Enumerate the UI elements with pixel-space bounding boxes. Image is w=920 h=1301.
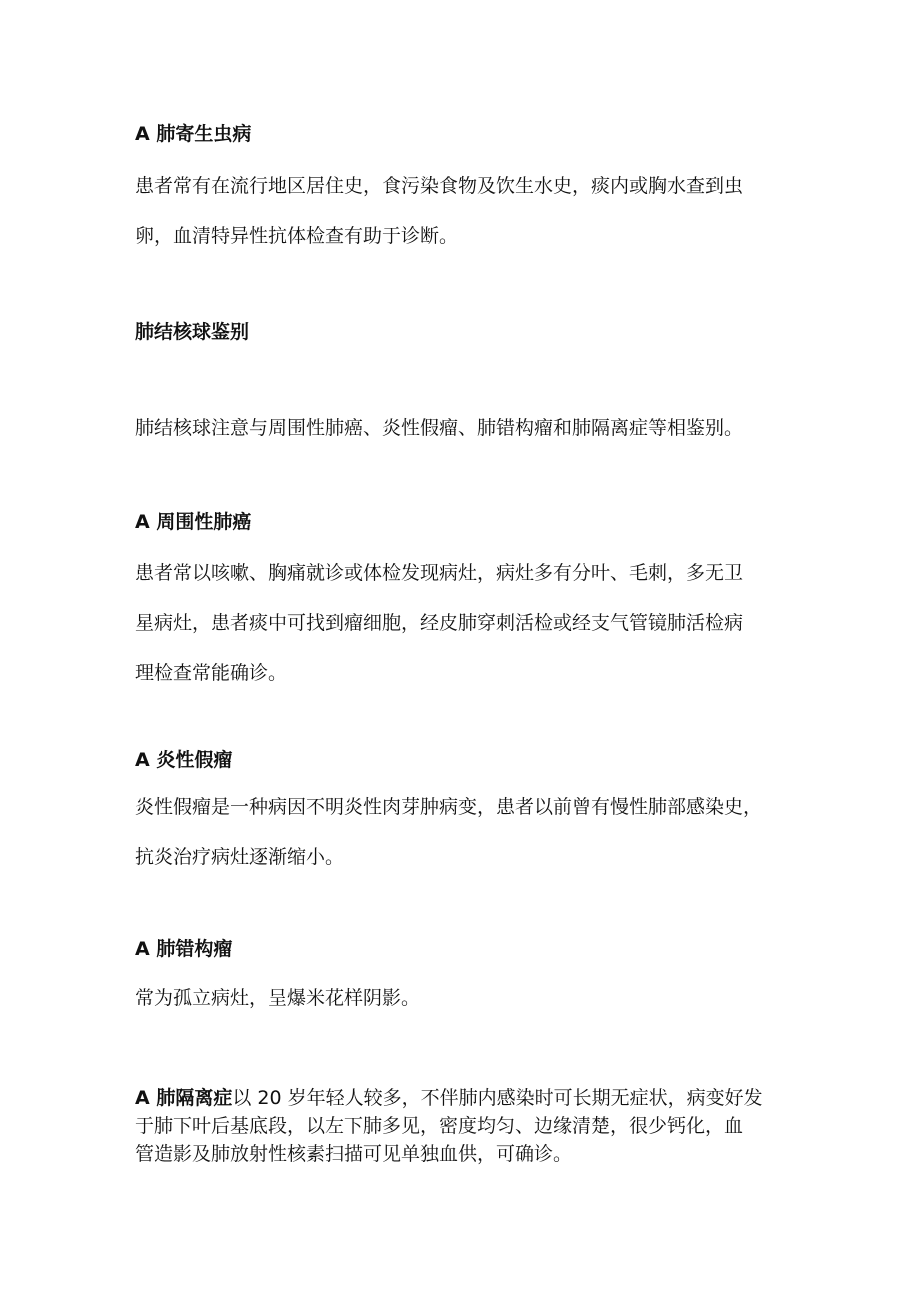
heading-pseudotumor: A 炎性假瘤 <box>135 749 233 771</box>
paragraph-line: 患者常有在流行地区居住史，食污染食物及饮生水史，痰内或胸水查到虫 <box>135 175 744 197</box>
heading-sequestration: A 肺隔离症 <box>135 1087 233 1109</box>
heading-hamartoma: A 肺错构瘤 <box>135 938 233 960</box>
section-intro <box>135 403 795 453</box>
paragraph-line: 肺结核球注意与周围性肺癌、炎性假瘤、肺错构瘤和肺隔离症等相鉴别。 <box>135 417 744 439</box>
paragraph-parasite <box>135 161 795 261</box>
paragraph-line <box>135 1084 795 1112</box>
paragraph-lung-cancer <box>135 548 795 698</box>
paragraph-line: 卵，血清特异性抗体检查有助于诊断。 <box>135 225 459 247</box>
section-title: 肺结核球鉴别 <box>135 321 250 343</box>
paragraph-line: 常为孤立病灶，呈爆米花样阴影。 <box>135 987 421 1009</box>
heading-parasite: A 肺寄生虫病 <box>135 123 252 145</box>
heading-lung-cancer: A 周围性肺癌 <box>135 511 252 533</box>
paragraph-line: 抗炎治疗病灶逐渐缩小。 <box>135 846 345 868</box>
paragraph-sequestration <box>135 1084 795 1168</box>
paragraph-line: 星病灶，患者痰中可找到瘤细胞，经皮肺穿刺活检或经支气管镜肺活检病 <box>135 612 744 634</box>
paragraph-hamartoma <box>135 973 795 1023</box>
paragraph-line: 理检查常能确诊。 <box>135 662 288 684</box>
paragraph-line: 炎性假瘤是一种病因不明炎性肉芽肿病变，患者以前曾有慢性肺部感染史， <box>135 796 763 818</box>
paragraph-line: 管造影及肺放射性核素扫描可见单独血供，可确诊。 <box>135 1143 573 1165</box>
paragraph-pseudotumor <box>135 782 795 882</box>
paragraph-line: 于肺下叶后基底段，以左下肺多见，密度均匀、边缘清楚，很少钙化，血 <box>135 1115 744 1137</box>
paragraph-line: 患者常以咳嗽、胸痛就诊或体检发现病灶，病灶多有分叶、毛刺，多无卫 <box>135 562 744 584</box>
sequestration-text: 以 20 岁年轻人较多，不伴肺内感染时可长期无症状，病变好发 <box>232 1087 763 1109</box>
